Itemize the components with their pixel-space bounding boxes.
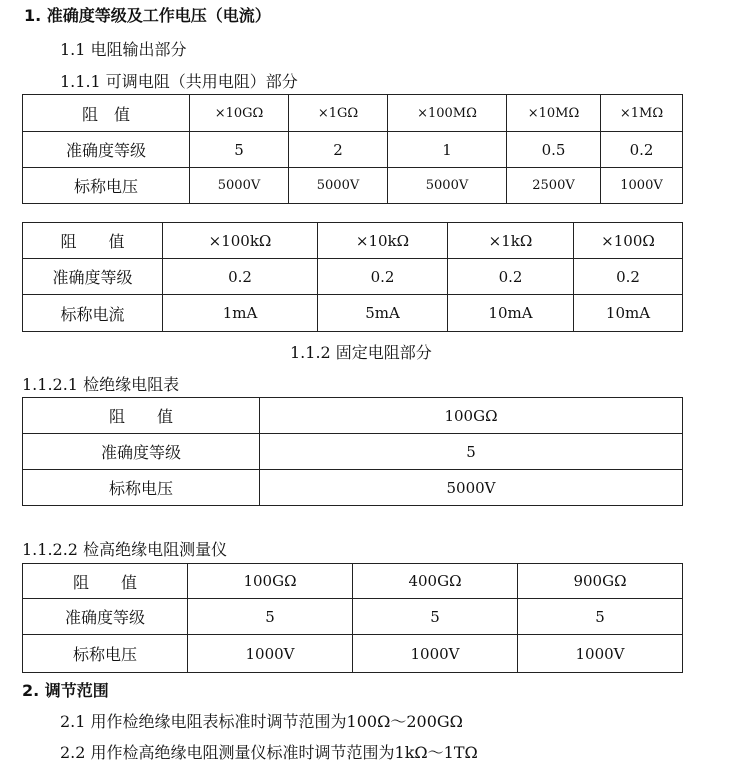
high-insulation-meter-table xyxy=(22,563,683,673)
table-cell: ×1MΩ xyxy=(601,95,683,132)
row-label-resistance: 阻 值 xyxy=(23,398,260,434)
table-row xyxy=(23,132,683,168)
table-cell: 2 xyxy=(289,132,388,168)
table-cell: 10mA xyxy=(448,295,574,332)
section-2-2-text: 2.2 用作检高绝缘电阻测量仪标准时调节范围为1kΩ～1TΩ xyxy=(60,743,478,762)
row-label-voltage: 标称电压 xyxy=(23,635,188,673)
row-label-resistance: 阻 值 xyxy=(23,95,190,132)
section-1-1-1-title: 1.1.1 可调电阻（共用电阻）部分 xyxy=(60,72,298,91)
row-label-accuracy: 准确度等级 xyxy=(23,434,260,470)
table-cell: 5000V xyxy=(388,168,507,204)
table-row xyxy=(23,223,683,259)
table-cell: 1 xyxy=(388,132,507,168)
table-cell: ×10GΩ xyxy=(190,95,289,132)
table-cell: 0.2 xyxy=(318,259,448,295)
section-1-1-2-1-title: 1.1.2.1 检绝缘电阻表 xyxy=(22,375,180,394)
table-cell: 0.2 xyxy=(601,132,683,168)
adjustable-voltage-table xyxy=(22,94,683,204)
table-cell: 100GΩ xyxy=(188,564,353,599)
table-cell: ×10MΩ xyxy=(507,95,601,132)
table-cell: ×1kΩ xyxy=(448,223,574,259)
table-cell: ×100kΩ xyxy=(163,223,318,259)
table-cell: 5 xyxy=(260,434,683,470)
table-cell: ×100Ω xyxy=(574,223,683,259)
section-1-title: 1. 准确度等级及工作电压（电流） xyxy=(24,6,271,25)
table-cell: 0.2 xyxy=(163,259,318,295)
table-row xyxy=(23,259,683,295)
insulation-meter-table xyxy=(22,397,683,506)
table-cell: 1000V xyxy=(518,635,683,673)
section-1-1-title: 1.1 电阻输出部分 xyxy=(60,40,187,59)
table-cell: 0.2 xyxy=(448,259,574,295)
table-cell: 5000V xyxy=(190,168,289,204)
table-cell: 1000V xyxy=(188,635,353,673)
table-cell: 2500V xyxy=(507,168,601,204)
row-label-resistance: 阻 值 xyxy=(23,564,188,599)
table-cell: 0.2 xyxy=(574,259,683,295)
table-cell: 900GΩ xyxy=(518,564,683,599)
table-cell: 400GΩ xyxy=(353,564,518,599)
table-cell: 5mA xyxy=(318,295,448,332)
table-cell: ×1GΩ xyxy=(289,95,388,132)
table-row xyxy=(23,470,683,506)
table-cell: 5 xyxy=(353,599,518,635)
table-cell: 5 xyxy=(518,599,683,635)
table-row xyxy=(23,168,683,204)
section-1-1-2-title: 1.1.2 固定电阻部分 xyxy=(290,343,432,362)
section-2-title: 2. 调节范围 xyxy=(22,681,109,700)
table-cell: 10mA xyxy=(574,295,683,332)
table-cell: 5000V xyxy=(289,168,388,204)
table-cell: 5 xyxy=(188,599,353,635)
table-row xyxy=(23,599,683,635)
section-2-1-text: 2.1 用作检绝缘电阻表标准时调节范围为100Ω～200GΩ xyxy=(60,712,463,731)
row-label-voltage: 标称电压 xyxy=(23,470,260,506)
table-row xyxy=(23,398,683,434)
table-cell: 5000V xyxy=(260,470,683,506)
table-row xyxy=(23,564,683,599)
table-cell: 100GΩ xyxy=(260,398,683,434)
table-cell: 1000V xyxy=(601,168,683,204)
table-row xyxy=(23,295,683,332)
table-cell: 1000V xyxy=(353,635,518,673)
row-label-resistance: 阻 值 xyxy=(23,223,163,259)
row-label-accuracy: 准确度等级 xyxy=(23,259,163,295)
row-label-voltage: 标称电压 xyxy=(23,168,190,204)
table-cell: 5 xyxy=(190,132,289,168)
table-cell: 0.5 xyxy=(507,132,601,168)
row-label-accuracy: 准确度等级 xyxy=(23,132,190,168)
table-cell: 1mA xyxy=(163,295,318,332)
section-1-1-2-2-title: 1.1.2.2 检高绝缘电阻测量仪 xyxy=(22,540,228,559)
row-label-current: 标称电流 xyxy=(23,295,163,332)
table-cell: ×10kΩ xyxy=(318,223,448,259)
table-cell: ×100MΩ xyxy=(388,95,507,132)
adjustable-current-table xyxy=(22,222,683,332)
table-row xyxy=(23,95,683,132)
table-row xyxy=(23,434,683,470)
table-row xyxy=(23,635,683,673)
row-label-accuracy: 准确度等级 xyxy=(23,599,188,635)
